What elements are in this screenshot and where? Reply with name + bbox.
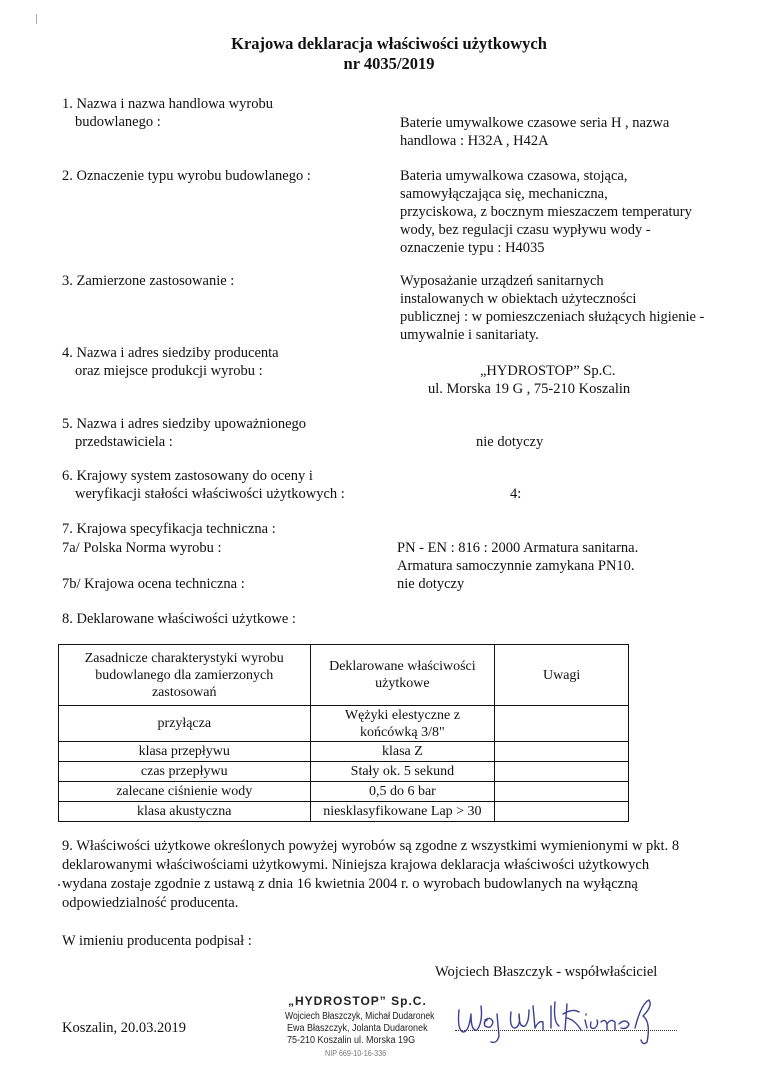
item-1-value-line-2: handlowa : H32A , H42A [400, 133, 549, 149]
table-cell-characteristic: klasa przepływu [59, 742, 311, 762]
table-cell-characteristic: czas przepływu [59, 762, 311, 782]
company-stamp [285, 992, 460, 1062]
item-7a-label: 7a/ Polska Norma wyrobu : [62, 540, 222, 556]
table-cell-value: niesklasyfikowane Lap > 30 [310, 802, 495, 822]
stamp-line-1: Wojciech Błaszczyk, Michał Dudaronek [285, 1011, 435, 1022]
item-5-label-line-2: przedstawiciela : [75, 434, 173, 450]
item-4-value-line-2: ul. Morska 19 G , 75-210 Koszalin [428, 381, 631, 397]
item-2-value-line-3: przyciskowa, z bocznym mieszaczem temperatury [400, 204, 692, 220]
item-7b-value: nie dotyczy [397, 576, 465, 592]
statement-line-3: wydana zostaje zgodnie z ustawą z dnia 16 kwietnia 2004 r. o wyrobach budowlanych na wyłączną [62, 876, 638, 892]
table-cell-value: klasa Z [310, 742, 495, 762]
table-header-notes: Uwagi [495, 645, 629, 706]
item-2-value-line-2: samowyłączająca się, mechaniczna, [400, 186, 608, 202]
item-8-label: 8. Deklarowane właściwości użytkowe : [62, 611, 296, 627]
table-cell-characteristic: klasa akustyczna [59, 802, 311, 822]
item-7-label: 7. Krajowa specyfikacja techniczna : [62, 521, 276, 537]
stamp-line-4: NIP 669-10-16-336 [325, 1049, 387, 1058]
item-3-value-line-3: publicznej : w pomieszczeniach służących higienie - [400, 309, 705, 325]
statement-line-1: 9. Właściwości użytkowe określonych powyżej wyrobów są zgodne z wszystkimi wymienionymi w pkt. 8 [62, 838, 680, 854]
item-7a-value-line-1: PN - EN : 816 : 2000 Armatura sanitarna. [397, 540, 639, 556]
item-4-value-line-1: „HYDROSTOP” Sp.C. [480, 363, 616, 379]
item-2-value-line-1: Bateria umywalkowa czasowa, stojąca, [400, 168, 628, 184]
table-cell-note [495, 782, 629, 802]
item-7b-label: 7b/ Krajowa ocena techniczna : [62, 576, 245, 592]
statement-line-2: deklarowanymi właściwościami użytkowymi. Niniejsza krajowa deklaracja właściwości użytkowych [62, 857, 650, 873]
declared-properties-table [58, 644, 629, 822]
table-cell-value: Stały ok. 5 sekund [310, 762, 495, 782]
item-6-label-line-2: weryfikacji stałości właściwości użytkowych : [75, 486, 345, 502]
item-3-value-line-4: umywalnie i sanitariaty. [400, 327, 539, 343]
item-5-label-line-1: 5. Nazwa i adres siedziby upoważnionego [62, 416, 307, 432]
signer-name: Wojciech Błaszczyk - współwłaściciel [435, 964, 658, 980]
handwritten-signature [455, 992, 677, 1050]
item-2-label: 2. Oznaczenie typu wyrobu budowlanego : [62, 168, 311, 184]
statement-line-4: odpowiedzialność producenta. [62, 895, 239, 911]
place-and-date: Koszalin, 20.03.2019 [62, 1020, 187, 1036]
stamp-line-3: 75-210 Koszalin ul. Morska 19G [287, 1035, 416, 1046]
item-1-value-line-1: Baterie umywalkowe czasowe seria H , nazwa [400, 115, 670, 131]
table-row [59, 802, 629, 822]
item-3-value-line-2: instalowanych w obiektach użyteczności [400, 291, 637, 307]
item-1-label-line-2: budowlanego : [75, 114, 161, 130]
table-cell-characteristic: zalecane ciśnienie wody [59, 782, 311, 802]
stamp-company: „HYDROSTOP” Sp.C. [288, 994, 427, 1008]
item-3-label: 3. Zamierzone zastosowanie : [62, 273, 235, 289]
table-cell-note [495, 706, 629, 742]
table-header-row [59, 645, 629, 706]
table-header-declared-properties: Deklarowane właściwości użytkowe [310, 645, 495, 706]
item-7a-value-line-2: Armatura samoczynnie zamykana PN10. [397, 558, 635, 574]
table-row [59, 762, 629, 782]
item-2-value-line-4: wody, bez regulacji czasu wypływu wody - [400, 222, 651, 238]
table-cell-value: 0,5 do 6 bar [310, 782, 495, 802]
item-1-label-line-1: 1. Nazwa i nazwa handlowa wyrobu [62, 96, 273, 112]
table-header-characteristics: Zasadnicze charakterystyki wyrobu budowlanego dla zamierzonych zastosowań [59, 645, 311, 706]
item-4-label-line-2: oraz miejsce produkcji wyrobu : [75, 363, 263, 379]
item-6-value: 4: [510, 486, 522, 502]
scan-mark [36, 14, 37, 24]
stamp-line-2: Ewa Błaszczyk, Jolanta Dudaronek [287, 1023, 428, 1034]
table-cell-value: Wężyki elestyczne z końcówką 3/8" [310, 706, 495, 742]
item-5-value: nie dotyczy [476, 434, 544, 450]
scan-speck [58, 884, 60, 886]
item-2-value-line-5: oznaczenie typu : H4035 [400, 240, 545, 256]
table-cell-note [495, 762, 629, 782]
table-cell-note [495, 742, 629, 762]
table-cell-note [495, 802, 629, 822]
table-row [59, 706, 629, 742]
table-row [59, 782, 629, 802]
document-title: Krajowa deklaracja właściwości użytkowych [231, 34, 547, 53]
item-4-label-line-1: 4. Nazwa i adres siedziby producenta [62, 345, 279, 361]
document-number: nr 4035/2019 [343, 54, 435, 73]
signed-by-label: W imieniu producenta podpisał : [62, 933, 252, 949]
table-cell-characteristic: przyłącza [59, 706, 311, 742]
item-3-value-line-1: Wyposażanie urządzeń sanitarnych [400, 273, 604, 289]
item-6-label-line-1: 6. Krajowy system zastosowany do oceny i [62, 468, 313, 484]
table-row [59, 742, 629, 762]
